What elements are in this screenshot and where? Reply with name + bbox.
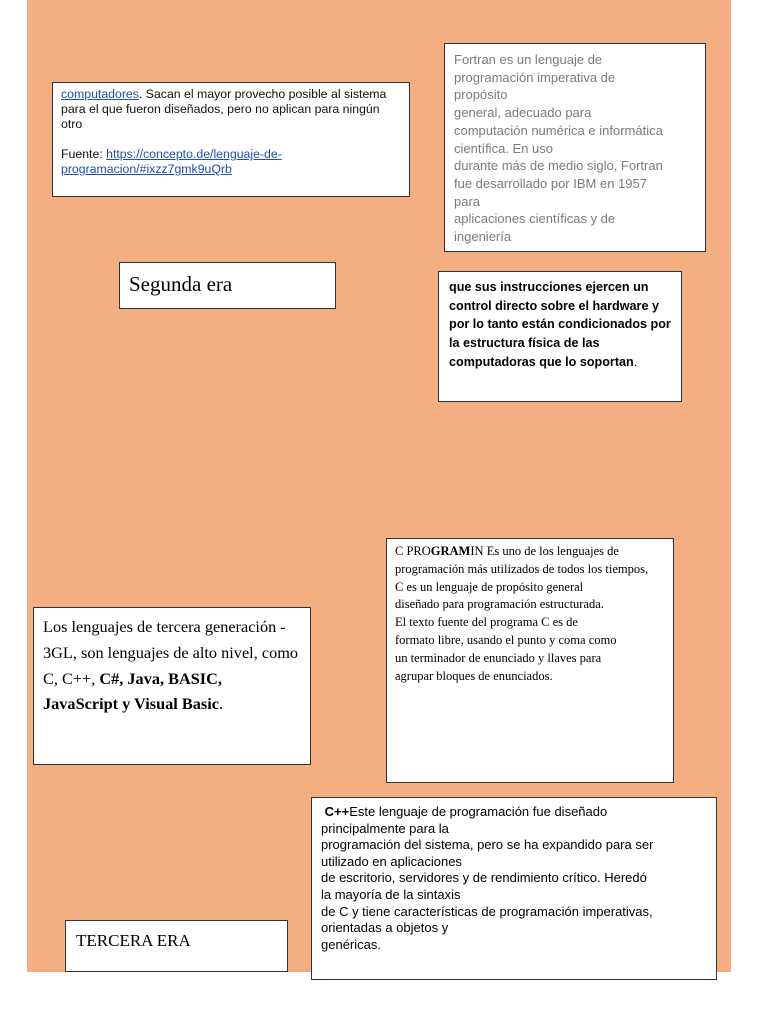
cpp-line: principalmente para la — [321, 820, 449, 836]
title-box-tercera-era — [65, 920, 288, 972]
instrucciones-text: que sus instrucciones ejercen un control directo sobre el hardware y por lo tanto están condicionados por la estructura física de las computadoras que lo soportan — [449, 280, 671, 369]
computadores-paragraph — [61, 87, 401, 132]
text-box-computadores — [52, 82, 410, 197]
source-link[interactable]: https://concepto.de/lenguaje-de-programacion/#ixzz7gmk9uQrb — [61, 147, 282, 176]
fortran-line: durante más de medio siglo, Fortran — [454, 158, 663, 174]
segunda-era-title: Segunda era — [129, 272, 233, 296]
cpp-line: la mayoría de la sintaxis — [321, 886, 461, 902]
c-programin-line: C es un lenguaje de propósito general — [395, 579, 584, 594]
fortran-line: fue desarrollado por IBM en 1957 — [454, 175, 647, 191]
cpp-line: de C y tiene características de programación imperativas, — [321, 903, 653, 919]
text-box-fortran — [444, 43, 706, 252]
c-programin-title-suffix: IN — [470, 544, 484, 558]
c-programin-line: agrupar bloques de enunciados. — [395, 668, 553, 683]
c-programin-line: El texto fuente del programa C es de — [395, 615, 578, 630]
fortran-line: propósito — [454, 87, 508, 103]
fortran-line: ingeniería — [454, 229, 512, 245]
fortran-line: científica. En uso — [454, 140, 553, 156]
text-box-cpp — [311, 797, 717, 980]
cpp-line: utilizado en aplicaciones — [321, 853, 462, 869]
text-box-c-programin — [386, 538, 674, 783]
fortran-line: para — [454, 193, 481, 209]
fortran-line: computación numérica e informática — [454, 122, 663, 138]
fortran-line: general, adecuado para — [454, 105, 592, 121]
c-programin-intro-text: Es uno de los lenguajes de programación más utilizados de todos los tiempos, — [395, 544, 649, 576]
cpp-first-line — [321, 804, 707, 821]
cpp-line: Este lenguaje de programación fue diseñado — [349, 804, 608, 819]
tercera-generacion-intro: Los lenguajes de tercera generación - 3GL, son lenguajes de alto nivel, como — [43, 617, 299, 662]
title-box-segunda-era — [119, 262, 336, 309]
fortran-line: programación imperativa de — [454, 69, 616, 85]
tercera-generacion-langs-bold: C#, Java, BASIC, JavaScript y Visual Basic — [43, 668, 222, 714]
cpp-line: genéricas. — [321, 936, 381, 952]
c-programin-line: formato libre, usando el punto y coma como — [395, 632, 617, 647]
c-programin-line: diseñado para programación estructurada. — [395, 597, 604, 612]
c-programin-line: un terminador de enunciado y llaves para — [395, 650, 602, 665]
tercera-generacion-comma: , — [91, 668, 100, 688]
source-paragraph — [61, 147, 401, 177]
computadores-text: . Sacan el mayor provecho posible al sistema para el que fueron diseñados, pero no aplican para ningún otro — [61, 87, 387, 131]
cpp-line: programación del sistema, pero se ha expandido para ser — [321, 837, 654, 853]
tercera-generacion-langs-plain: C, C++ — [43, 668, 92, 688]
tercera-era-title: TERCERA ERA — [76, 931, 191, 950]
computadores-link[interactable]: computadores — [61, 87, 139, 101]
text-box-tercera-generacion — [33, 607, 311, 765]
tercera-generacion-end: . — [218, 694, 224, 714]
source-label: Fuente: — [61, 147, 107, 161]
text-box-instrucciones — [438, 271, 682, 402]
c-programin-title-prefix: C PRO — [395, 544, 431, 558]
c-programin-intro — [395, 543, 665, 579]
fortran-line: aplicaciones científicas y de — [454, 211, 616, 227]
fortran-line: Fortran es un lenguaje de — [454, 52, 603, 67]
cpp-line: de escritorio, servidores y de rendimiento crítico. Heredó — [321, 870, 647, 886]
instrucciones-end: . — [633, 354, 638, 369]
c-programin-title-bold: GRAM — [430, 544, 471, 558]
cpp-title: C++ — [324, 804, 350, 819]
cpp-line: orientadas a objetos y — [321, 920, 449, 936]
